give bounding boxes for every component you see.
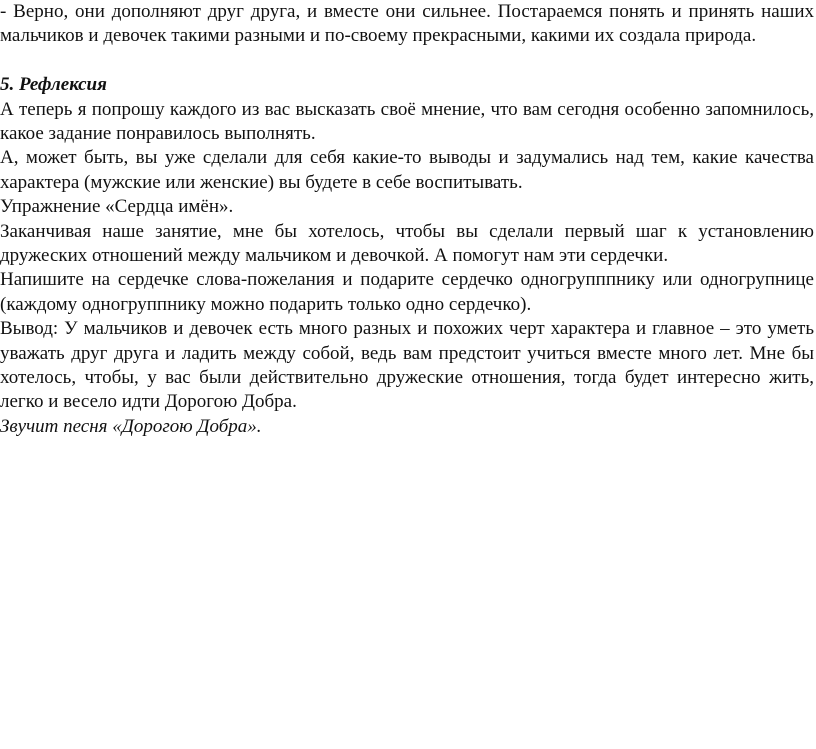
conclusions-paragraph: А, может быть, вы уже сделали для себя какие-то выводы и задумались над тем, какие качества характера (мужские или женские) вы будете в себе воспитывать. (0, 147, 814, 193)
exercise-title: Упражнение «Сердца имён». (0, 196, 234, 218)
paragraph-spacer (0, 49, 814, 73)
hearts-paragraph: Заканчивая наше занятие, мне бы хотелось, чтобы вы сделали первый шаг к установлению дружеских отношений между мальчиком и девочкой. А помогут нам эти сердечки. (0, 220, 814, 267)
reflection-paragraph: А теперь я попрошу каждого из вас высказать своё мнение, что вам сегодня особенно запомнилось, какое задание понравилось выполнять. (0, 98, 814, 145)
closing-line: Звучит песня «Дорогою Добра». (0, 415, 262, 437)
conclusion-paragraph: Вывод: У мальчиков и девочек есть много разных и похожих черт характера и главное – это уметь уважать друг друга и ладить между собой, ведь вам предстоит учиться вместе много лет. Мне бы хотелось, чтобы, у вас были действительно дружеские отношения, тогда будет интересно жить, легко и весело идти Дорогою Добра. (0, 318, 814, 413)
instructions-paragraph: Напишите на сердечке слова-пожелания и подарите сердечко одногрупппнику или одногрупнице (каждому одногруппнику можно подарить только одно сердечко). (0, 269, 814, 315)
section-heading: 5. Рефлексия (0, 74, 107, 96)
intro-paragraph: - Верно, они дополняют друг друга, и вместе они сильнее. Постараемся понять и принять наших мальчиков и девочек такими разными и по-своему прекрасными, какими их создала природа. (0, 1, 814, 47)
